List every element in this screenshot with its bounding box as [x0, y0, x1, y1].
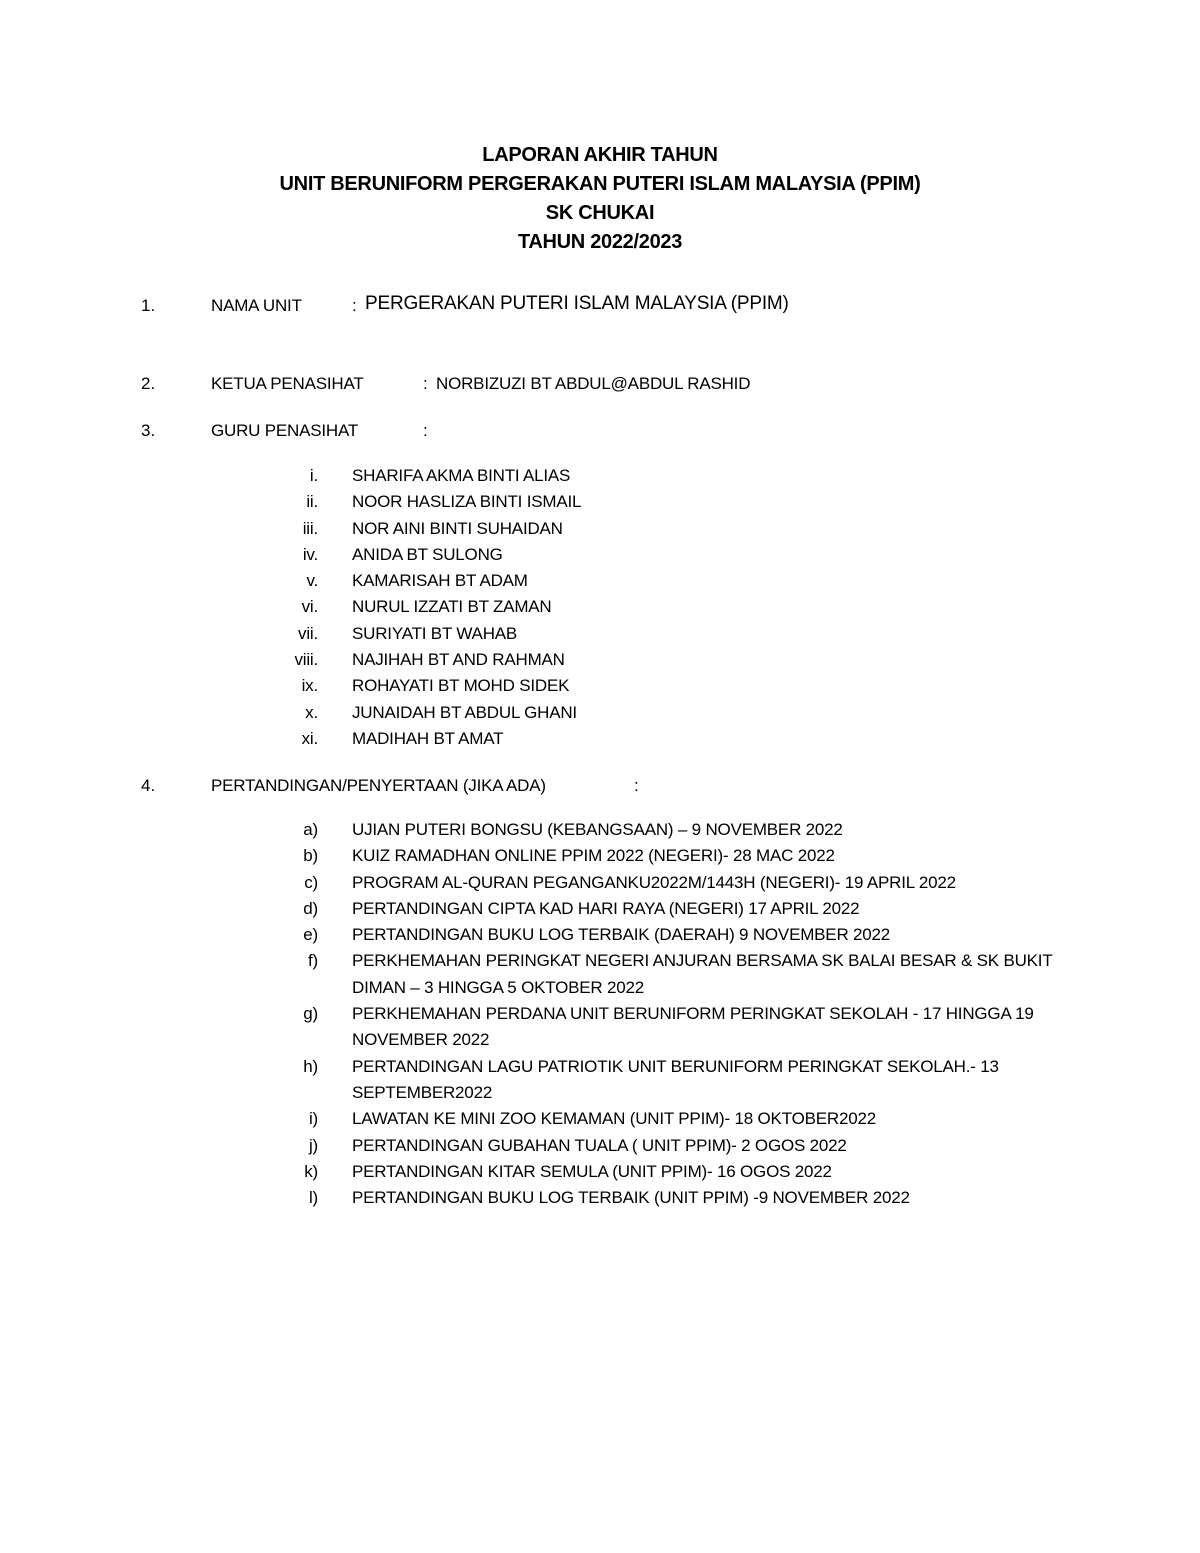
list-item-text: PERKHEMAHAN PERDANA UNIT BERUNIFORM PERINGKAT SEKOLAH - 17 HINGGA 19 NOVEMBER 2022 [352, 1004, 1034, 1050]
list-item-text: SHARIFA AKMA BINTI ALIAS [352, 466, 571, 485]
list-item-text: NOOR HASLIZA BINTI ISMAIL [352, 492, 582, 512]
list-marker: e) [303, 925, 318, 945]
list-marker: ix. [301, 676, 318, 696]
competition-item [0, 1185, 1200, 1211]
section-number: 2. [141, 374, 156, 393]
list-marker: iv. [302, 544, 318, 564]
competition-item [0, 870, 1200, 896]
list-marker: j) [308, 1135, 318, 1155]
competition-item [0, 896, 1200, 922]
title-line-3: SK CHUKAI [545, 202, 655, 224]
list-marker: a) [303, 820, 318, 839]
list-marker: vi. [301, 597, 318, 617]
advisor-item [0, 463, 1200, 489]
list-item-text: SURIYATI BT WAHAB [352, 623, 518, 643]
section-colon: : [352, 296, 357, 315]
title-line-1: LAPORAN AKHIR TAHUN [482, 144, 718, 166]
list-item-text: PERTANDINGAN GUBAHAN TUALA ( UNIT PPIM)- 2 OGOS 2022 [352, 1135, 847, 1155]
competition-item [0, 817, 1200, 843]
list-item-text: PERTANDINGAN BUKU LOG TERBAIK (DAERAH) 9 NOVEMBER 2022 [352, 925, 891, 945]
section-colon: : [423, 374, 428, 393]
list-marker: viii. [294, 650, 318, 670]
list-item-text: PROGRAM AL-QURAN PEGANGANKU2022M/1443H (NEGERI)- 19 APRIL 2022 [352, 872, 956, 892]
list-item-text: PERTANDINGAN LAGU PATRIOTIK UNIT BERUNIFORM PERINGKAT SEKOLAH.- 13 SEPTEMBER2022 [352, 1056, 999, 1102]
list-marker: b) [303, 846, 318, 866]
list-marker: xi. [301, 728, 318, 748]
title-line-2: UNIT BERUNIFORM PERGERAKAN PUTERI ISLAM MALAYSIA (PPIM) [279, 173, 921, 195]
competition-item [0, 1133, 1200, 1159]
list-item-text: MADIHAH BT AMAT [352, 728, 504, 748]
section-label: PERTANDINGAN/PENYERTAAN (JIKA ADA) [211, 776, 546, 795]
list-item-text: KUIZ RAMADHAN ONLINE PPIM 2022 (NEGERI)- 28 MAC 2022 [352, 846, 835, 866]
list-item-text: ANIDA BT SULONG [352, 544, 503, 564]
list-marker: ii. [306, 492, 318, 512]
section-number: 3. [141, 421, 156, 440]
advisor-item [0, 673, 1200, 699]
section-number: 4. [141, 776, 156, 795]
advisor-item [0, 594, 1200, 620]
list-marker: d) [303, 898, 318, 918]
list-marker: h) [303, 1056, 318, 1076]
report-title [0, 141, 1200, 257]
competition-item [0, 1001, 1200, 1054]
unit-name-value: PERGERAKAN PUTERI ISLAM MALAYSIA (PPIM) [365, 293, 789, 314]
list-marker: g) [303, 1004, 318, 1024]
competition-list [0, 817, 1200, 1211]
list-marker: i) [308, 1109, 318, 1129]
advisor-item [0, 568, 1200, 594]
list-marker: iii. [302, 518, 318, 538]
competition-item [0, 1054, 1200, 1107]
list-item-text: PERKHEMAHAN PERINGKAT NEGERI ANJURAN BERSAMA SK BALAI BESAR & SK BUKIT DIMAN – 3 HINGGA 5 OKTOBER 2022 [352, 951, 1053, 997]
list-item-text: LAWATAN KE MINI ZOO KEMAMAN (UNIT PPIM)- 18 OKTOBER2022 [352, 1109, 876, 1129]
section-colon: : [423, 421, 428, 440]
list-marker: vii. [298, 623, 318, 643]
section-number: 1. [141, 296, 156, 315]
section-colon: : [634, 776, 639, 795]
advisor-item [0, 647, 1200, 673]
list-marker: l) [308, 1188, 318, 1208]
advisor-item [0, 726, 1200, 752]
list-item-text: JUNAIDAH BT ABDUL GHANI [352, 702, 577, 722]
title-line-4: TAHUN 2022/2023 [517, 231, 683, 253]
section-label: KETUA PENASIHAT [211, 374, 364, 393]
list-item-text: UJIAN PUTERI BONGSU (KEBANGSAAN) – 9 NOVEMBER 2022 [352, 820, 843, 839]
list-marker: v. [306, 571, 318, 591]
advisor-item [0, 621, 1200, 647]
list-item-text: PERTANDINGAN CIPTA KAD HARI RAYA (NEGERI) 17 APRIL 2022 [352, 898, 860, 918]
list-marker: c) [304, 872, 318, 892]
competition-item [0, 1106, 1200, 1132]
section-label: GURU PENASIHAT [211, 421, 359, 440]
list-marker: f) [308, 951, 318, 971]
head-advisor-value: NORBIZUZI BT ABDUL@ABDUL RASHID [436, 374, 751, 393]
list-marker: i. [309, 466, 318, 485]
list-item-text: PERTANDINGAN KITAR SEMULA (UNIT PPIM)- 16 OGOS 2022 [352, 1161, 832, 1181]
list-item-text: ROHAYATI BT MOHD SIDEK [352, 676, 570, 696]
advisor-item [0, 489, 1200, 515]
section-label: NAMA UNIT [211, 296, 302, 315]
list-item-text: NAJIHAH BT AND RAHMAN [352, 650, 565, 670]
competition-item [0, 922, 1200, 948]
competition-item [0, 948, 1200, 1001]
list-item-text: NOR AINI BINTI SUHAIDAN [352, 518, 563, 538]
advisor-item [0, 542, 1200, 568]
advisor-list [0, 463, 1200, 752]
list-item-text: KAMARISAH BT ADAM [352, 571, 528, 591]
competition-item [0, 843, 1200, 869]
advisor-item [0, 700, 1200, 726]
list-item-text: PERTANDINGAN BUKU LOG TERBAIK (UNIT PPIM) -9 NOVEMBER 2022 [352, 1188, 910, 1208]
list-item-text: NURUL IZZATI BT ZAMAN [352, 597, 552, 617]
competition-item [0, 1159, 1200, 1185]
list-marker: x. [305, 702, 318, 722]
advisor-item [0, 516, 1200, 542]
list-marker: k) [304, 1161, 318, 1181]
